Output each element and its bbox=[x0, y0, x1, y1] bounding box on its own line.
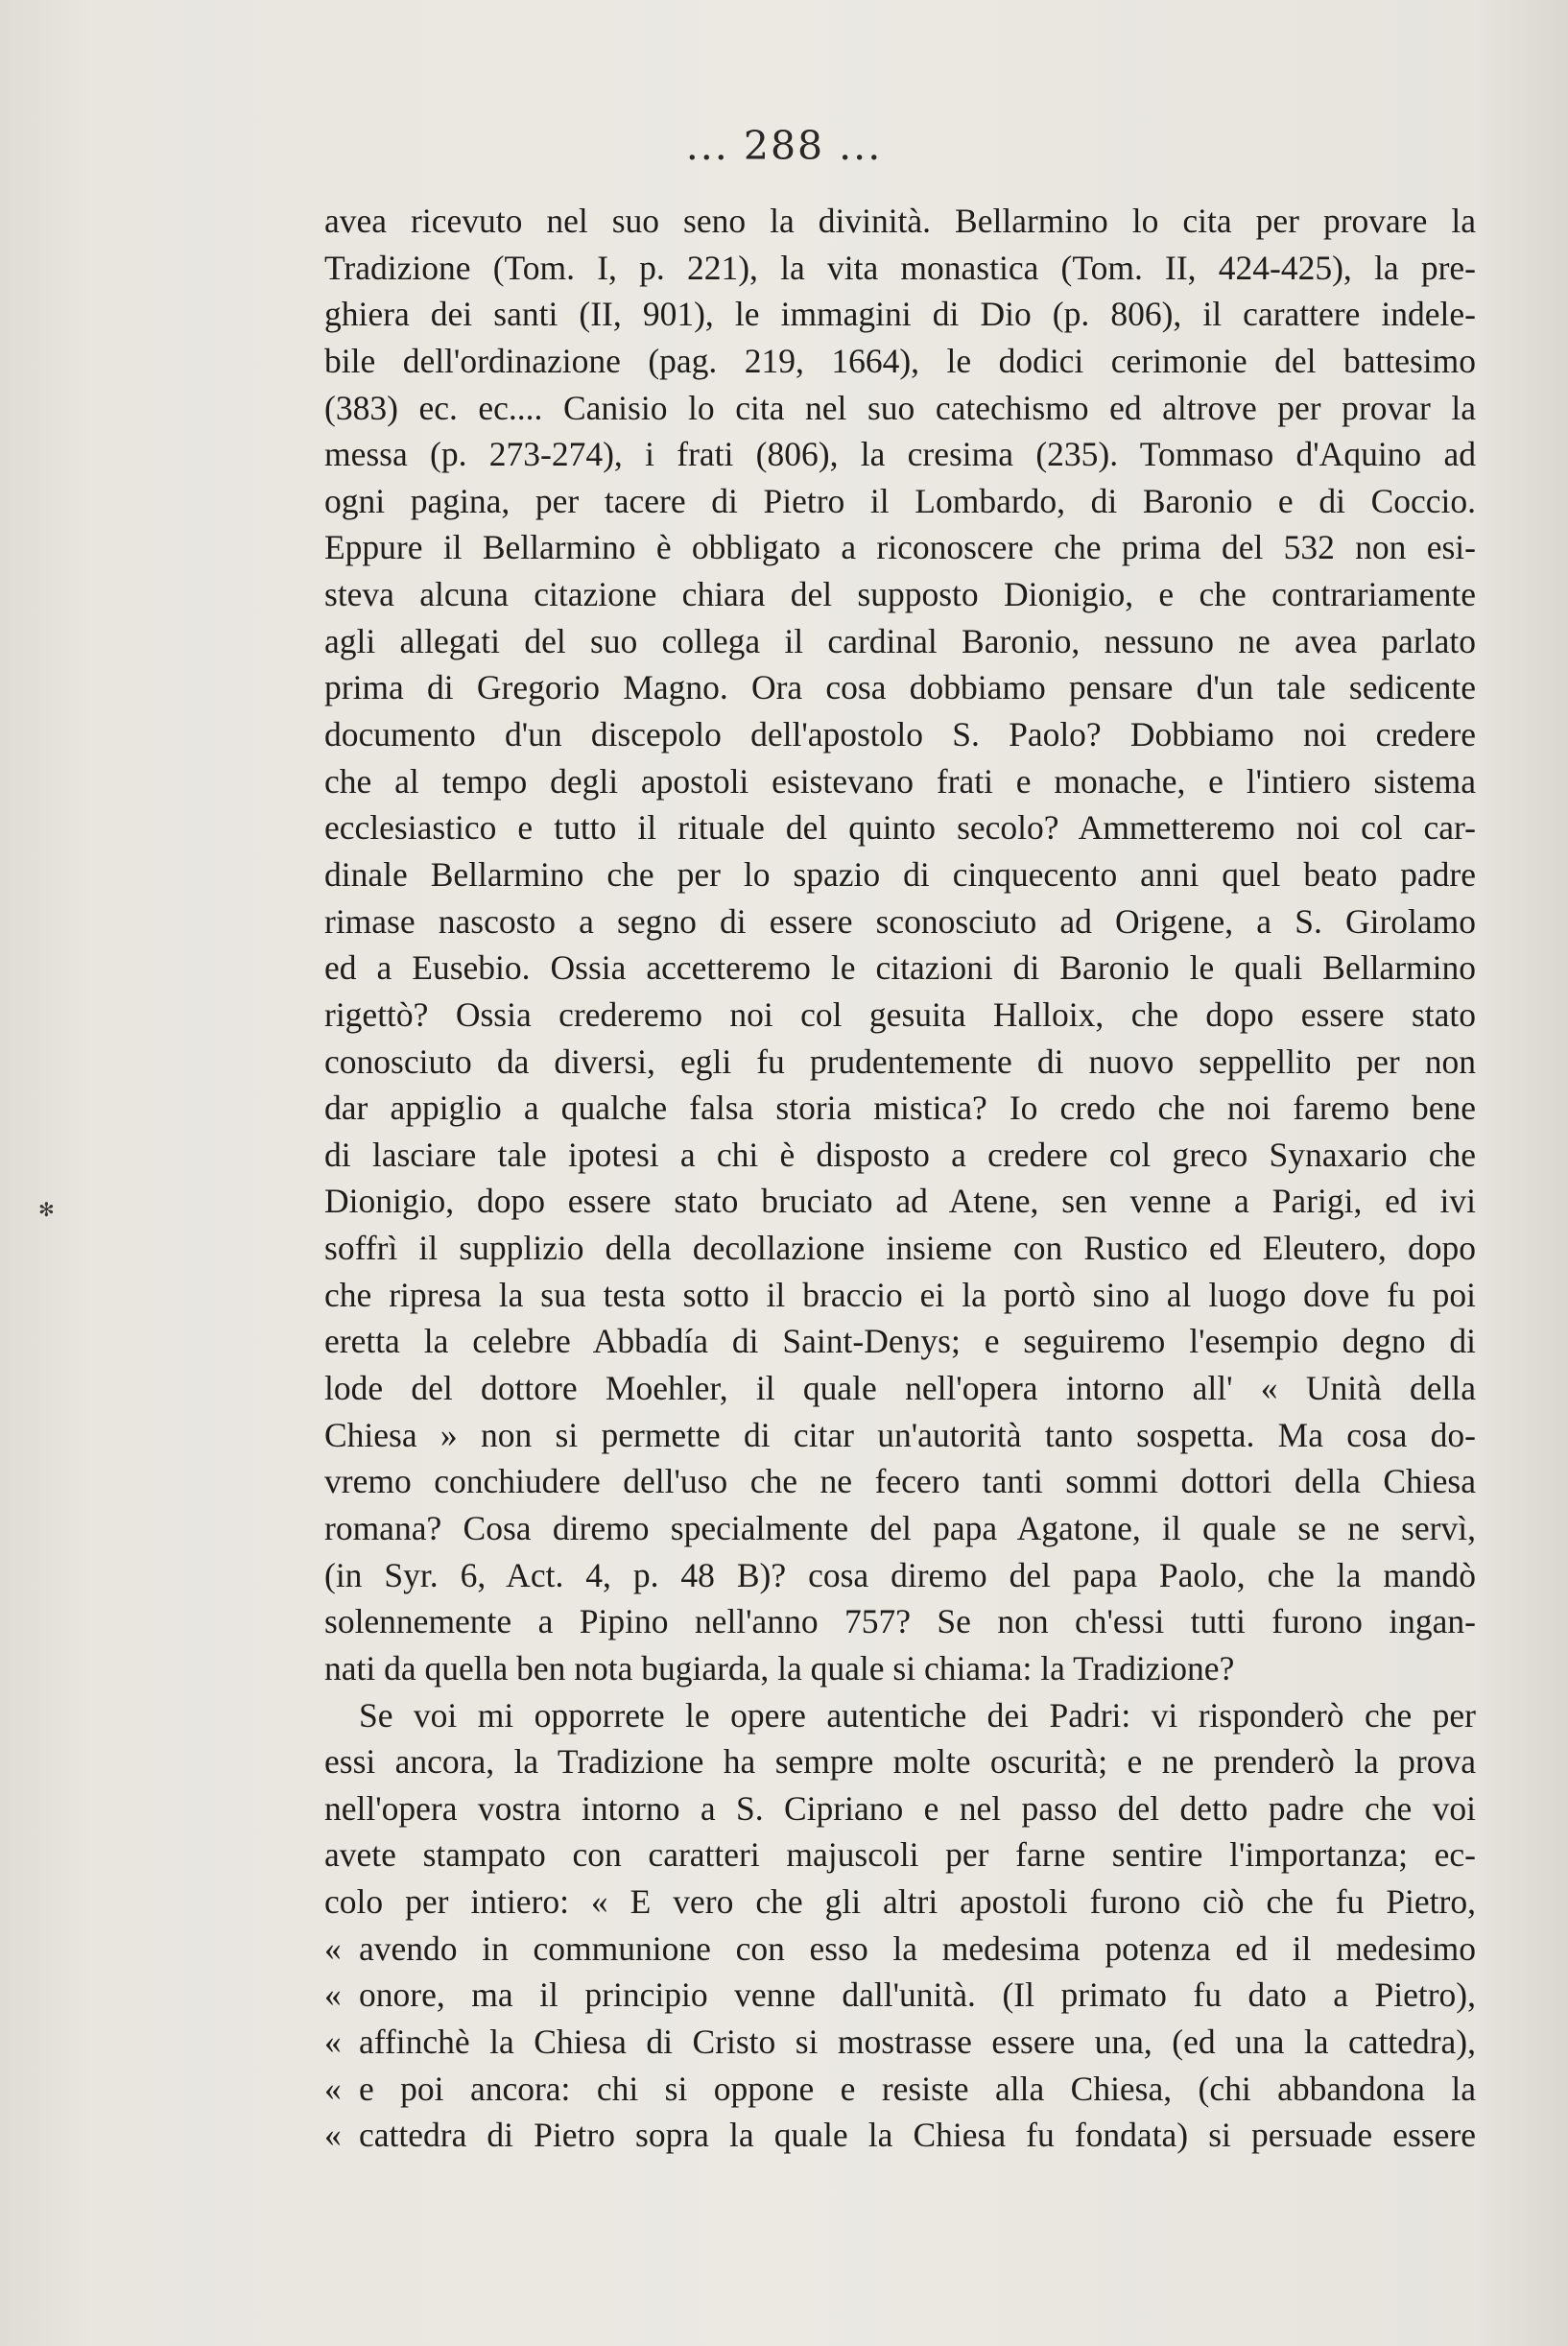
text-line: avea ricevuto nel suo seno la divinità. Bellarmino lo cita per provare la bbox=[324, 202, 1476, 240]
text-line: ogni pagina, per tacere di Pietro il Lombardo, di Baronio e di Coccio. bbox=[324, 481, 1476, 520]
text-line: ecclesiastico e tutto il rituale del quinto secolo? Ammetteremo noi col car- bbox=[324, 808, 1476, 848]
quote-text: e poi ancora: chi si oppone e resiste alla Chiesa, (chi abbandona la bbox=[359, 2069, 1476, 2108]
text-line: Chiesa » non si permette di citar un'autorità tanto sospetta. Ma cosa do- bbox=[324, 1415, 1476, 1454]
text-line: lode del dottore Moehler, il quale nell'opera intorno all' « Unità della bbox=[324, 1369, 1476, 1408]
text-line: messa (p. 273-274), i frati (806), la cresima (235). Tommaso d'Aquino ad bbox=[324, 435, 1476, 474]
text-line: vremo conchiudere dell'uso che ne fecero tanti sommi dottori della Chiesa bbox=[324, 1462, 1476, 1501]
quote-mark: « bbox=[324, 1928, 342, 1968]
text-line: documento d'un discepolo dell'apostolo S. Paolo? Dobbiamo noi credere bbox=[324, 715, 1476, 754]
quote-line bbox=[324, 2112, 1476, 2159]
margin-mark: ✻ bbox=[38, 1198, 55, 1221]
text-line: solennemente a Pipino nell'anno 757? Se non ch'essi tutti furono ingan- bbox=[324, 1602, 1476, 1641]
text-line: rigettò? Ossia crederemo noi col gesuita Halloix, che dopo essere stato bbox=[324, 994, 1476, 1034]
text-line: rimase nascosto a segno di essere sconosciuto ad Origene, a S. Girolamo bbox=[324, 901, 1476, 941]
quote-line bbox=[324, 1926, 1476, 1973]
text-line: prima di Gregorio Magno. Ora cosa dobbiamo pensare d'un tale sedicente bbox=[324, 668, 1476, 707]
text-line: steva alcuna citazione chiara del supposto Dionigio, e che contrariamente bbox=[324, 575, 1476, 614]
text-line: eretta la celebre Abbadía di Saint-Denys; e seguiremo l'esempio degno di bbox=[324, 1322, 1476, 1361]
text-line: romana? Cosa diremo specialmente del papa Agatone, il quale se ne servì, bbox=[324, 1508, 1476, 1547]
text-line: Tradizione (Tom. I, p. 221), la vita monastica (Tom. II, 424-425), la pre- bbox=[324, 248, 1476, 287]
quote-mark: « bbox=[324, 2116, 342, 2155]
text-line: dar appiglio a qualche falsa storia mistica? Io credo che noi faremo bene bbox=[324, 1089, 1476, 1128]
quote-line bbox=[324, 1972, 1476, 2019]
page-number: ... 288 ... bbox=[685, 123, 883, 169]
text-line: Eppure il Bellarmino è obbligato a riconoscere che prima del 532 non esi- bbox=[324, 528, 1476, 567]
quote-text: onore, ma il principio venne dall'unità. (Il primato fu dato a Pietro), bbox=[359, 1975, 1476, 2015]
text-line: che al tempo degli apostoli esistevano frati e monache, e l'intiero sistema bbox=[324, 761, 1476, 801]
body-text bbox=[324, 198, 1476, 2159]
quote-line bbox=[324, 2066, 1476, 2113]
quote-line bbox=[324, 2019, 1476, 2066]
text-line: (383) ec. ec.... Canisio lo cita nel suo catechismo ed altrove per provar la bbox=[324, 388, 1476, 427]
text-line: bile dell'ordinazione (pag. 219, 1664), le dodici cerimonie del battesimo bbox=[324, 341, 1476, 380]
text-line: nell'opera vostra intorno a S. Cipriano e nel passo del detto padre che voi bbox=[324, 1788, 1476, 1828]
text-line: (in Syr. 6, Act. 4, p. 48 B)? cosa diremo del papa Paolo, che la mandò bbox=[324, 1555, 1476, 1594]
text-line: ghiera dei santi (II, 901), le immagini di Dio (p. 806), il carattere indele- bbox=[324, 295, 1476, 334]
text-line: ed a Eusebio. Ossia accetteremo le citazioni di Baronio le quali Bellarmino bbox=[324, 948, 1476, 988]
text-line: essi ancora, la Tradizione ha sempre molte oscurità; e ne prenderò la prova bbox=[324, 1742, 1476, 1782]
quote-mark: « bbox=[324, 2022, 342, 2061]
quote-text: affinchè la Chiesa di Cristo si mostrasse essere una, (ed una la cattedra), bbox=[359, 2022, 1476, 2061]
quote-mark: « bbox=[324, 1975, 342, 2015]
text-line: che ripresa la sua testa sotto il braccio ei la portò sino al luogo dove fu poi bbox=[324, 1275, 1476, 1314]
text-line: agli allegati del suo collega il cardinal Baronio, nessuno ne avea parlato bbox=[324, 621, 1476, 660]
text-line: dinale Bellarmino che per lo spazio di cinquecento anni quel beato padre bbox=[324, 854, 1476, 894]
text-line: nati da quella ben nota bugiarda, la quale si chiama: la Tradizione? bbox=[324, 1648, 1235, 1688]
quote-text: avendo in communione con esso la medesima potenza ed il medesimo bbox=[359, 1928, 1476, 1968]
text-line: di lasciare tale ipotesi a chi è disposto a credere col greco Synaxario che bbox=[324, 1135, 1476, 1174]
quote-text: cattedra di Pietro sopra la quale la Chiesa fu fondata) si persuade essere bbox=[359, 2116, 1476, 2155]
text-line: avete stampato con caratteri majuscoli per farne sentire l'importanza; ec- bbox=[324, 1835, 1476, 1875]
text-line: Se voi mi opporrete le opere autentiche dei Padri: vi risponderò che per bbox=[359, 1695, 1476, 1735]
text-line: Dionigio, dopo essere stato bruciato ad Atene, sen venne a Parigi, ed ivi bbox=[324, 1182, 1476, 1221]
text-line: conosciuto da diversi, egli fu prudentemente di nuovo seppellito per non bbox=[324, 1041, 1476, 1081]
text-line: colo per intiero: « E vero che gli altri apostoli furono ciò che fu Pietro, bbox=[324, 1882, 1476, 1922]
quote-mark: « bbox=[324, 2069, 342, 2108]
text-line: soffrì il supplizio della decollazione insieme con Rustico ed Eleutero, dopo bbox=[324, 1229, 1476, 1268]
